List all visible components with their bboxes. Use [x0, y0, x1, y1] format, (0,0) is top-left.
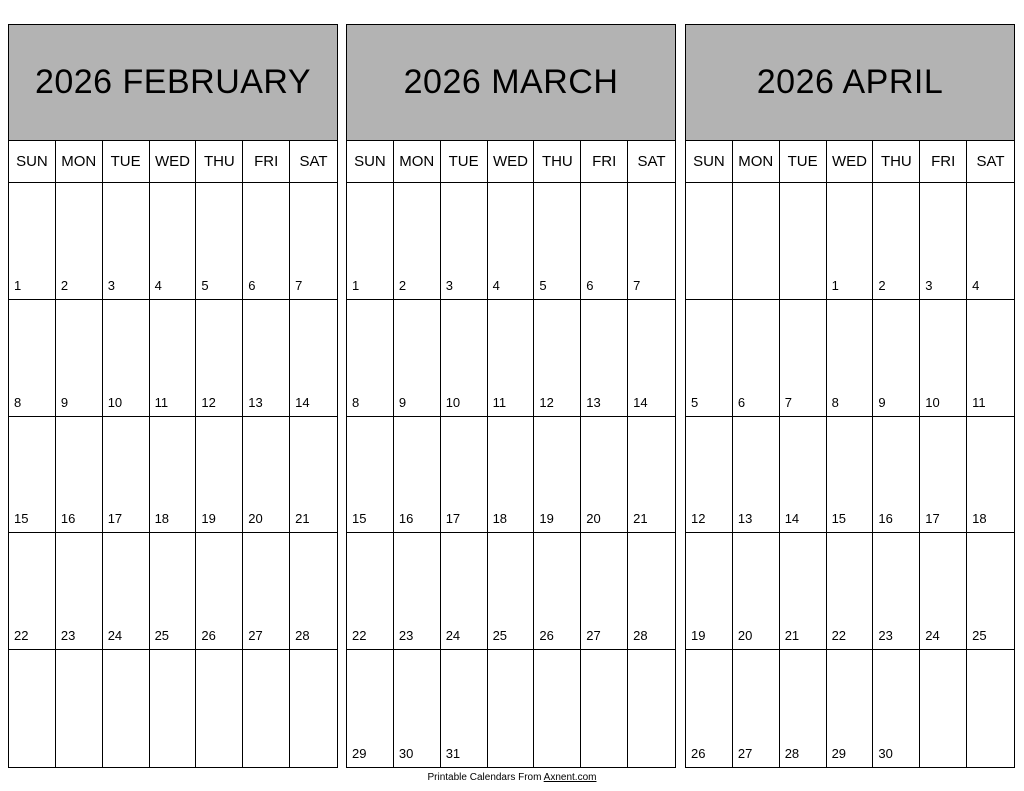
- weekday-header: [9, 141, 337, 183]
- day-cell: [103, 533, 150, 650]
- day-cell: [290, 183, 337, 300]
- day-number: 21: [784, 628, 800, 644]
- day-grid: [347, 183, 675, 767]
- day-cell: [347, 650, 394, 767]
- day-cell: [488, 650, 535, 767]
- day-cell: [686, 417, 733, 534]
- day-cell: [150, 417, 197, 534]
- day-cell: [873, 533, 920, 650]
- day-number: 24: [445, 628, 461, 644]
- day-cell: [733, 650, 780, 767]
- day-cell: [394, 533, 441, 650]
- weekday-header: [686, 141, 1014, 183]
- day-number: 15: [352, 511, 367, 527]
- day-cell: [150, 533, 197, 650]
- day-number: 18: [492, 511, 508, 527]
- day-number: 23: [878, 628, 893, 644]
- day-number: 13: [248, 394, 263, 410]
- day-number: 8: [831, 394, 839, 410]
- day-number: 19: [201, 511, 216, 527]
- day-cell: [686, 533, 733, 650]
- day-number: 28: [633, 628, 648, 644]
- day-number: 8: [352, 394, 360, 410]
- day-number: 13: [737, 511, 753, 527]
- day-cell: [290, 533, 337, 650]
- day-cell: [873, 300, 920, 417]
- day-cell: [347, 417, 394, 534]
- day-number: 17: [445, 511, 461, 527]
- day-grid: [686, 183, 1014, 767]
- day-cell: [733, 300, 780, 417]
- day-cell: [56, 417, 103, 534]
- weekday-label: THU: [196, 141, 243, 182]
- day-number: 16: [398, 511, 414, 527]
- day-number: 24: [925, 628, 940, 644]
- calendar-april: [685, 24, 1015, 768]
- day-cell: [628, 417, 675, 534]
- day-number: 9: [878, 394, 886, 410]
- day-number: 15: [831, 511, 847, 527]
- day-number: 2: [878, 277, 886, 293]
- day-grid: [9, 183, 337, 767]
- day-number: 11: [492, 394, 507, 410]
- day-number: 22: [831, 628, 847, 644]
- day-number: 5: [691, 394, 699, 410]
- day-cell: [628, 300, 675, 417]
- weekday-label: SUN: [9, 141, 56, 182]
- day-number: 8: [14, 394, 22, 410]
- day-cell: [534, 650, 581, 767]
- day-number: 30: [398, 746, 414, 761]
- day-number: 10: [107, 394, 123, 410]
- day-cell: [686, 650, 733, 767]
- day-cell: [967, 650, 1014, 767]
- day-number: 14: [784, 511, 800, 527]
- day-cell: [967, 533, 1014, 650]
- day-cell: [9, 417, 56, 534]
- day-number: 18: [972, 511, 987, 527]
- day-number: 20: [737, 628, 753, 644]
- day-cell: [534, 300, 581, 417]
- weekday-label: MON: [56, 141, 103, 182]
- day-cell: [827, 300, 874, 417]
- day-cell: [347, 183, 394, 300]
- weekday-label: SUN: [347, 141, 394, 182]
- day-cell: [873, 183, 920, 300]
- weekday-header: [347, 141, 675, 183]
- day-cell: [733, 533, 780, 650]
- weekday-label: MON: [394, 141, 441, 182]
- weekday-label: TUE: [441, 141, 488, 182]
- day-cell: [628, 650, 675, 767]
- day-cell: [196, 417, 243, 534]
- day-number: 19: [691, 628, 706, 644]
- day-cell: [243, 650, 290, 767]
- footer-credit: [0, 772, 1024, 783]
- calendar-march: [346, 24, 676, 768]
- day-cell: [733, 183, 780, 300]
- day-cell: [873, 417, 920, 534]
- day-number: 9: [60, 394, 69, 410]
- day-cell: [9, 533, 56, 650]
- day-number: 28: [784, 746, 800, 761]
- day-cell: [581, 183, 628, 300]
- day-cell: [534, 183, 581, 300]
- day-number: 30: [878, 746, 893, 761]
- day-cell: [581, 533, 628, 650]
- day-cell: [581, 417, 628, 534]
- day-number: 6: [737, 394, 746, 410]
- day-number: 27: [737, 746, 753, 761]
- day-number: 20: [586, 511, 601, 527]
- day-cell: [150, 650, 197, 767]
- day-number: 25: [972, 628, 987, 644]
- weekday-label: THU: [873, 141, 920, 182]
- day-number: 11: [154, 394, 169, 410]
- day-cell: [920, 300, 967, 417]
- day-number: 27: [248, 628, 263, 644]
- day-number: 5: [539, 277, 547, 293]
- day-number: 3: [107, 277, 115, 293]
- day-cell: [628, 183, 675, 300]
- day-number: 21: [633, 511, 648, 527]
- day-cell: [243, 300, 290, 417]
- weekday-label: THU: [534, 141, 581, 182]
- day-number: 17: [107, 511, 123, 527]
- day-cell: [488, 183, 535, 300]
- day-cell: [56, 650, 103, 767]
- day-cell: [920, 183, 967, 300]
- day-number: 12: [539, 394, 554, 410]
- day-number: 12: [691, 511, 706, 527]
- day-number: 5: [201, 277, 209, 293]
- day-number: 20: [248, 511, 263, 527]
- day-cell: [733, 417, 780, 534]
- footer-text: Printable Calendars From: [427, 772, 544, 783]
- day-cell: [441, 183, 488, 300]
- weekday-label: FRI: [920, 141, 967, 182]
- day-cell: [441, 300, 488, 417]
- day-cell: [290, 650, 337, 767]
- day-number: 2: [60, 277, 69, 293]
- day-number: 24: [107, 628, 123, 644]
- day-number: 18: [154, 511, 170, 527]
- day-cell: [441, 533, 488, 650]
- day-number: 10: [925, 394, 940, 410]
- weekday-label: SAT: [299, 153, 328, 170]
- day-cell: [488, 533, 535, 650]
- day-cell: [873, 650, 920, 767]
- calendar-february: [8, 24, 338, 768]
- day-number: 6: [248, 277, 256, 293]
- day-cell: [827, 183, 874, 300]
- day-cell: [56, 533, 103, 650]
- weekday-label: WED: [150, 141, 197, 182]
- day-number: 1: [14, 277, 22, 293]
- weekday-label: SAT: [976, 153, 1005, 170]
- day-cell: [394, 417, 441, 534]
- day-cell: [347, 300, 394, 417]
- day-cell: [9, 183, 56, 300]
- day-cell: [827, 650, 874, 767]
- day-cell: [581, 300, 628, 417]
- day-cell: [488, 417, 535, 534]
- day-cell: [103, 300, 150, 417]
- day-cell: [920, 417, 967, 534]
- day-number: 4: [492, 277, 500, 293]
- day-number: 23: [60, 628, 76, 644]
- weekday-label: SUN: [686, 141, 733, 182]
- day-number: 26: [539, 628, 554, 644]
- day-cell: [103, 417, 150, 534]
- day-cell: [290, 300, 337, 417]
- day-cell: [827, 533, 874, 650]
- day-cell: [967, 300, 1014, 417]
- day-cell: [534, 533, 581, 650]
- day-cell: [488, 300, 535, 417]
- day-cell: [150, 300, 197, 417]
- day-number: 15: [14, 511, 29, 527]
- day-number: 4: [972, 277, 980, 293]
- day-number: 1: [352, 277, 360, 293]
- day-number: 10: [445, 394, 461, 410]
- weekday-label: FRI: [581, 141, 628, 182]
- day-number: 7: [784, 394, 792, 410]
- day-cell: [150, 183, 197, 300]
- day-number: 22: [352, 628, 367, 644]
- month-title: 2026 APRIL: [686, 25, 1014, 141]
- day-cell: [9, 300, 56, 417]
- day-number: 23: [398, 628, 414, 644]
- day-number: 14: [633, 394, 648, 410]
- day-cell: [686, 300, 733, 417]
- day-number: 25: [492, 628, 508, 644]
- day-number: 29: [352, 746, 367, 761]
- month-title: 2026 MARCH: [347, 25, 675, 141]
- day-number: 29: [831, 746, 847, 761]
- day-cell: [394, 183, 441, 300]
- day-cell: [780, 300, 827, 417]
- day-number: 13: [586, 394, 601, 410]
- day-cell: [56, 183, 103, 300]
- day-number: 27: [586, 628, 601, 644]
- day-cell: [394, 650, 441, 767]
- day-number: 26: [201, 628, 216, 644]
- day-number: 12: [201, 394, 216, 410]
- day-cell: [780, 650, 827, 767]
- day-cell: [243, 183, 290, 300]
- day-number: 19: [539, 511, 554, 527]
- day-number: 7: [295, 277, 303, 293]
- day-number: 2: [398, 277, 407, 293]
- day-number: 4: [154, 277, 162, 293]
- day-number: 25: [154, 628, 170, 644]
- day-cell: [9, 650, 56, 767]
- day-cell: [686, 183, 733, 300]
- day-cell: [243, 533, 290, 650]
- weekday-label: TUE: [780, 141, 827, 182]
- day-cell: [534, 417, 581, 534]
- day-cell: [196, 650, 243, 767]
- day-number: 9: [398, 394, 407, 410]
- day-cell: [196, 533, 243, 650]
- day-number: 6: [586, 277, 594, 293]
- day-number: 3: [445, 277, 453, 293]
- day-cell: [103, 650, 150, 767]
- weekday-label: TUE: [103, 141, 150, 182]
- weekday-label: FRI: [243, 141, 290, 182]
- day-cell: [56, 300, 103, 417]
- day-cell: [827, 417, 874, 534]
- day-cell: [581, 650, 628, 767]
- weekday-label: MON: [733, 141, 780, 182]
- day-cell: [196, 300, 243, 417]
- day-cell: [780, 417, 827, 534]
- day-cell: [780, 183, 827, 300]
- day-cell: [780, 533, 827, 650]
- day-cell: [967, 183, 1014, 300]
- day-cell: [196, 183, 243, 300]
- footer-link[interactable]: Axnent.com: [543, 772, 597, 783]
- day-number: 16: [878, 511, 893, 527]
- day-cell: [394, 300, 441, 417]
- day-number: 17: [925, 511, 940, 527]
- weekday-label: WED: [827, 141, 874, 182]
- day-number: 26: [691, 746, 706, 761]
- day-cell: [920, 533, 967, 650]
- day-number: 28: [295, 628, 310, 644]
- day-cell: [967, 417, 1014, 534]
- day-number: 16: [60, 511, 76, 527]
- day-cell: [347, 533, 394, 650]
- day-cell: [290, 417, 337, 534]
- day-cell: [628, 533, 675, 650]
- month-title: 2026 FEBRUARY: [9, 25, 337, 141]
- day-number: 21: [295, 511, 310, 527]
- day-number: 3: [925, 277, 933, 293]
- day-number: 31: [445, 746, 461, 761]
- weekday-label: WED: [488, 141, 535, 182]
- day-cell: [441, 650, 488, 767]
- day-cell: [103, 183, 150, 300]
- day-number: 22: [14, 628, 29, 644]
- day-cell: [243, 417, 290, 534]
- day-cell: [441, 417, 488, 534]
- day-number: 7: [633, 277, 641, 293]
- weekday-label: SAT: [637, 153, 666, 170]
- day-number: 14: [295, 394, 310, 410]
- day-number: 11: [972, 394, 986, 410]
- day-number: 1: [831, 277, 839, 293]
- day-cell: [920, 650, 967, 767]
